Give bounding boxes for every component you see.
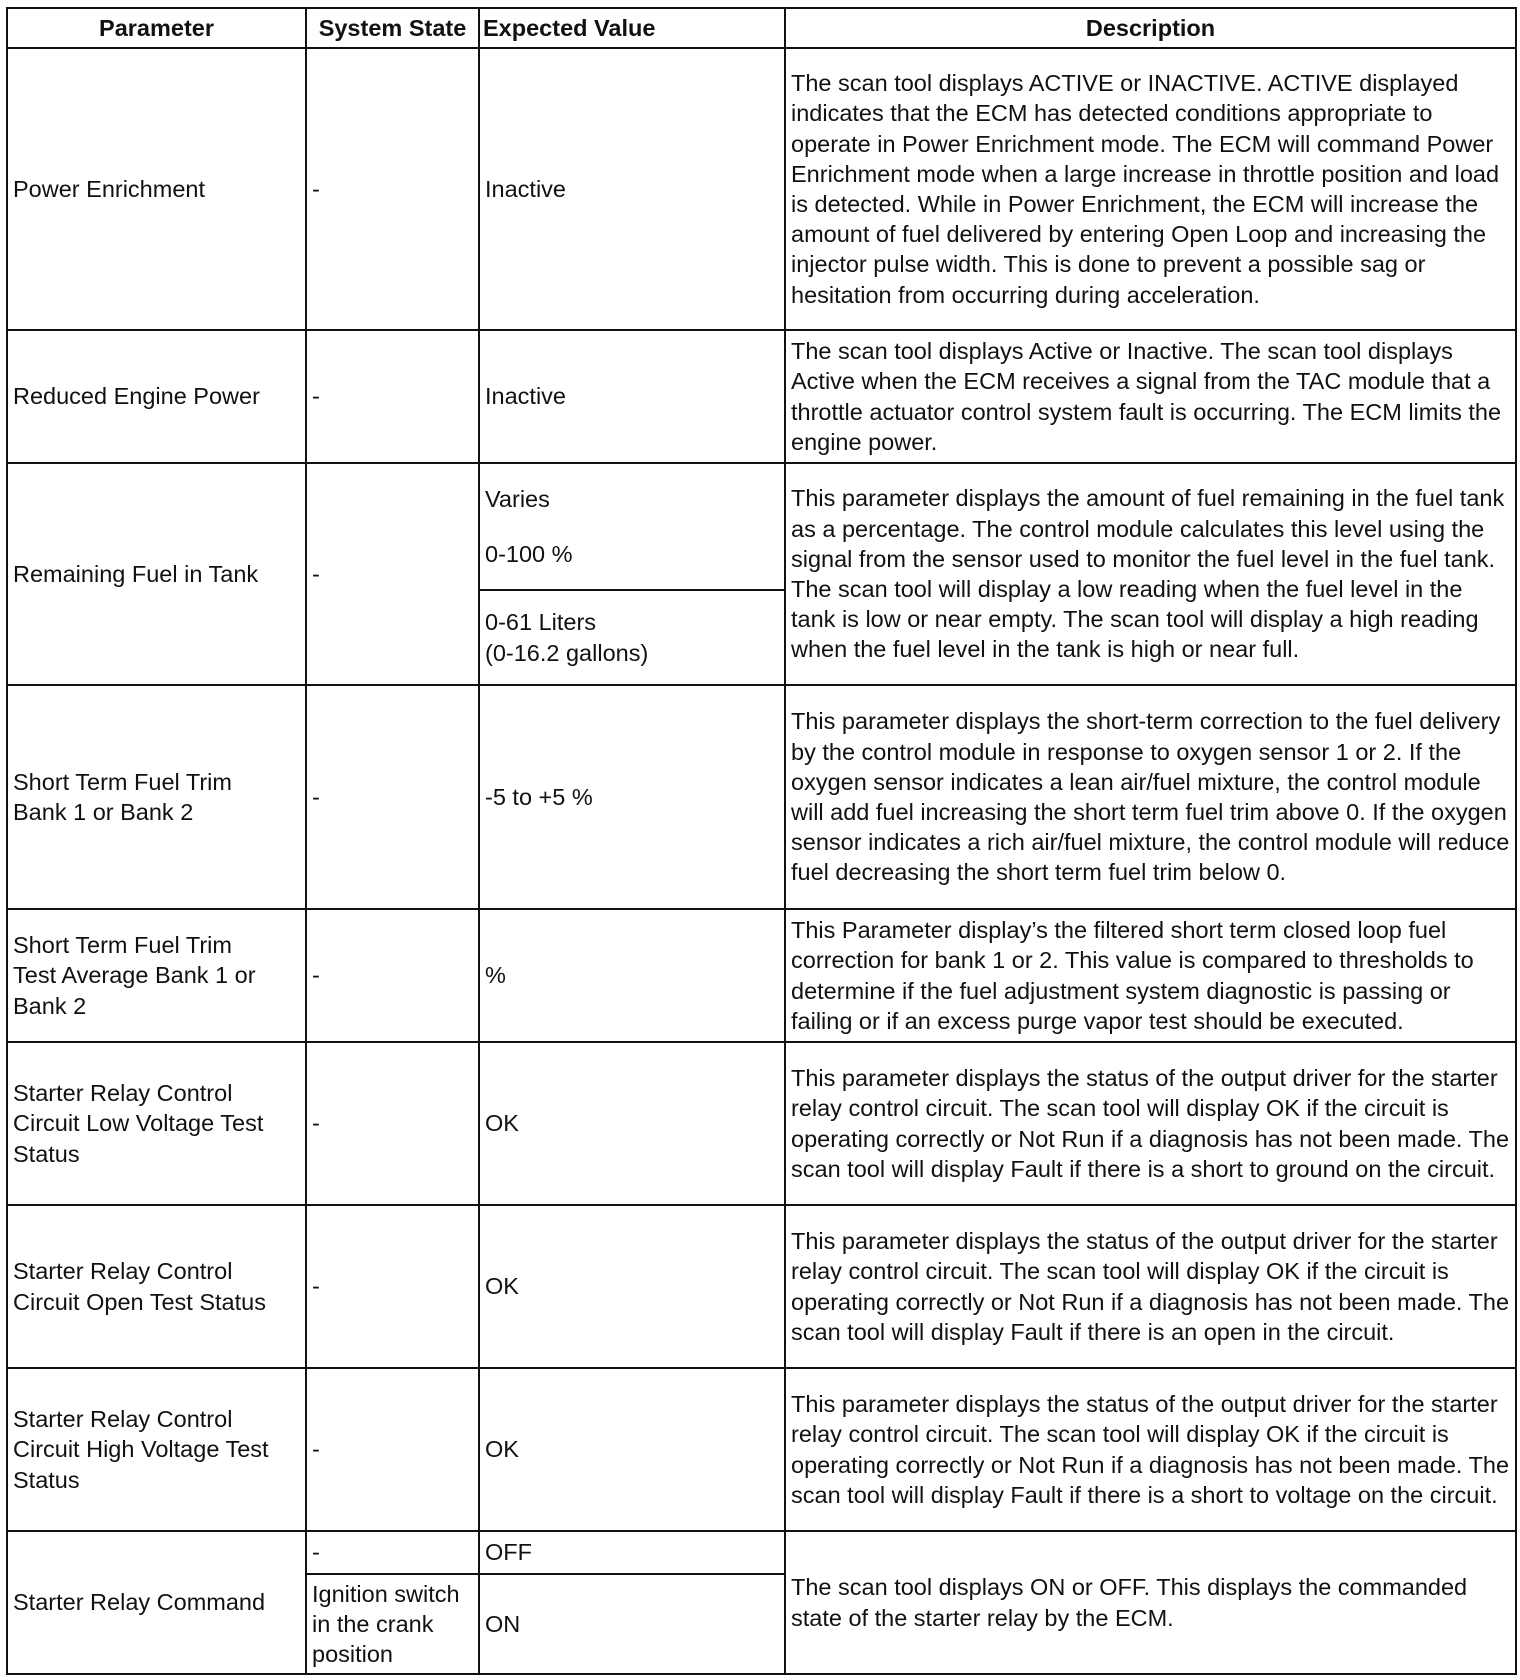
description-cell: The scan tool displays ON or OFF. This displays the commanded state of the starter relay by the ECM.: [785, 1531, 1516, 1674]
parameter-cell: [7, 685, 306, 909]
system-state-cell: -: [306, 685, 479, 909]
system-state-cell: -: [306, 909, 479, 1042]
system-state-cell: -: [306, 48, 479, 330]
description-cell: This parameter displays the status of the output driver for the starter relay control circuit. The scan tool will display OK if the circuit is operating correctly or Not Run if a diagnosis has not been made. The scan tool will display Fault if there is an open in the circuit.: [785, 1205, 1516, 1368]
description-cell: This parameter displays the amount of fuel remaining in the fuel tank as a percentage. The control module calculates this level using the signal from the sensor used to monitor the fuel level in the fuel tank. The scan tool will display a low reading when the fuel level in the tank is low or near empty. The scan tool will display a high reading when the fuel level in the tank is high or near full.: [785, 463, 1516, 685]
header-description: Description: [785, 8, 1516, 48]
parameter-cell: [7, 1368, 306, 1531]
parameter-cell: [7, 1205, 306, 1368]
table-row: [7, 330, 1516, 463]
expected-value-line: 0-100 %: [485, 540, 573, 567]
spacer: [485, 515, 779, 539]
system-state-cell: -: [306, 463, 479, 685]
expected-value-line: Varies: [485, 486, 550, 513]
expected-value-cell: OK: [479, 1042, 785, 1205]
expected-value-cell: OK: [479, 1205, 785, 1368]
system-state-cell: -: [306, 1531, 479, 1574]
description-cell: The scan tool displays Active or Inactive. The scan tool displays Active when the ECM receives a signal from the TAC module that a throttle actuator control system fault is occurring. The ECM limits the engine power.: [785, 330, 1516, 463]
expected-value-cell: ON: [479, 1574, 785, 1674]
header-parameter: Parameter: [7, 8, 306, 48]
description-cell: The scan tool displays ACTIVE or INACTIVE. ACTIVE displayed indicates that the ECM has detected conditions appropriate to operate in Power Enrichment mode. The ECM will command Power Enrichment mode when a large increase in throttle position and load is detected. While in Power Enrichment, the ECM will increase the amount of fuel delivered by entering Open Loop and increasing the injector pulse width. This is done to prevent a possible sag or hesitation from occurring during acceleration.: [785, 48, 1516, 330]
expected-value-line: 0-61 Liters: [485, 609, 597, 636]
expected-value-line: (0-16.2 gallons): [485, 639, 649, 666]
system-state-line: position: [312, 1641, 393, 1668]
parameter-line: Short Term Fuel Trim: [13, 768, 232, 795]
header-expected-value: Expected Value: [479, 8, 785, 48]
parameter-line: Short Term Fuel Trim: [13, 932, 232, 959]
table-row: [7, 48, 1516, 330]
system-state-cell: -: [306, 1205, 479, 1368]
expected-value-cell: Inactive: [479, 48, 785, 330]
system-state-cell: -: [306, 1042, 479, 1205]
parameter-cell: [7, 909, 306, 1042]
parameter-line: Bank 1 or Bank 2: [13, 799, 194, 825]
table-row: [7, 1205, 1516, 1368]
parameter-cell: [7, 1042, 306, 1205]
expected-value-cell: [479, 590, 785, 685]
description-cell: This parameter displays the status of the output driver for the starter relay control circuit. The scan tool will display OK if the circuit is operating correctly or Not Run if a diagnosis has not been made. The scan tool will display Fault if there is a short to ground on the circuit.: [785, 1042, 1516, 1205]
parameter-line: Bank 2: [13, 992, 87, 1019]
parameter-line: Starter Relay Control: [13, 1080, 233, 1107]
parameter-cell: Power Enrichment: [7, 48, 306, 330]
parameter-line: Status: [13, 1466, 80, 1493]
system-state-cell: [306, 1574, 479, 1674]
expected-value-cell: %: [479, 909, 785, 1042]
parameter-line: Circuit Low Voltage Test: [13, 1110, 264, 1137]
parameter-line: Circuit High Voltage Test: [13, 1436, 269, 1463]
system-state-cell: -: [306, 330, 479, 463]
system-state-cell: -: [306, 1368, 479, 1531]
parameter-cell: Remaining Fuel in Tank: [7, 463, 306, 685]
description-cell: This parameter displays the short-term correction to the fuel delivery by the control module in response to oxygen sensor 1 or 2. If the oxygen sensor indicates a lean air/fuel mixture, the control module will add fuel increasing the short term fuel trim above 0. If the oxygen sensor indicates a rich air/fuel mixture, the control module will reduce fuel decreasing the short term fuel trim below 0.: [785, 685, 1516, 909]
parameter-table-container: [6, 7, 1515, 1675]
system-state-line: Ignition switch: [312, 1580, 460, 1607]
parameter-table: [6, 7, 1517, 1675]
system-state-line: in the crank: [312, 1610, 434, 1637]
parameter-cell: Starter Relay Command: [7, 1531, 306, 1674]
parameter-line: Test Average Bank 1 or: [13, 962, 256, 989]
header-row: [7, 8, 1516, 48]
parameter-cell: Reduced Engine Power: [7, 330, 306, 463]
header-system-state: System State: [306, 8, 479, 48]
description-cell: This parameter displays the status of the output driver for the starter relay control circuit. The scan tool will display OK if the circuit is operating correctly or Not Run if a diagnosis has not been made. The scan tool will display Fault if there is a short to voltage on the circuit.: [785, 1368, 1516, 1531]
parameter-line: Circuit Open Test Status: [13, 1288, 266, 1315]
table-row: [7, 909, 1516, 1042]
parameter-line: Starter Relay Control: [13, 1258, 233, 1285]
table-row: [7, 1368, 1516, 1531]
expected-value-cell: OK: [479, 1368, 785, 1531]
expected-value-cell: OFF: [479, 1531, 785, 1574]
parameter-line: Status: [13, 1140, 80, 1167]
table-row: [7, 685, 1516, 909]
description-cell: This Parameter display’s the filtered short term closed loop fuel correction for bank 1 or 2. This value is compared to thresholds to determine if the fuel adjustment system diagnostic is passing or failing or if an excess purge vapor test should be executed.: [785, 909, 1516, 1042]
table-row: [7, 463, 1516, 590]
expected-value-cell: [479, 463, 785, 590]
table-row: [7, 1531, 1516, 1574]
table-row: [7, 1042, 1516, 1205]
expected-value-cell: Inactive: [479, 330, 785, 463]
expected-value-cell: -5 to +5 %: [479, 685, 785, 909]
parameter-line: Starter Relay Control: [13, 1406, 233, 1433]
